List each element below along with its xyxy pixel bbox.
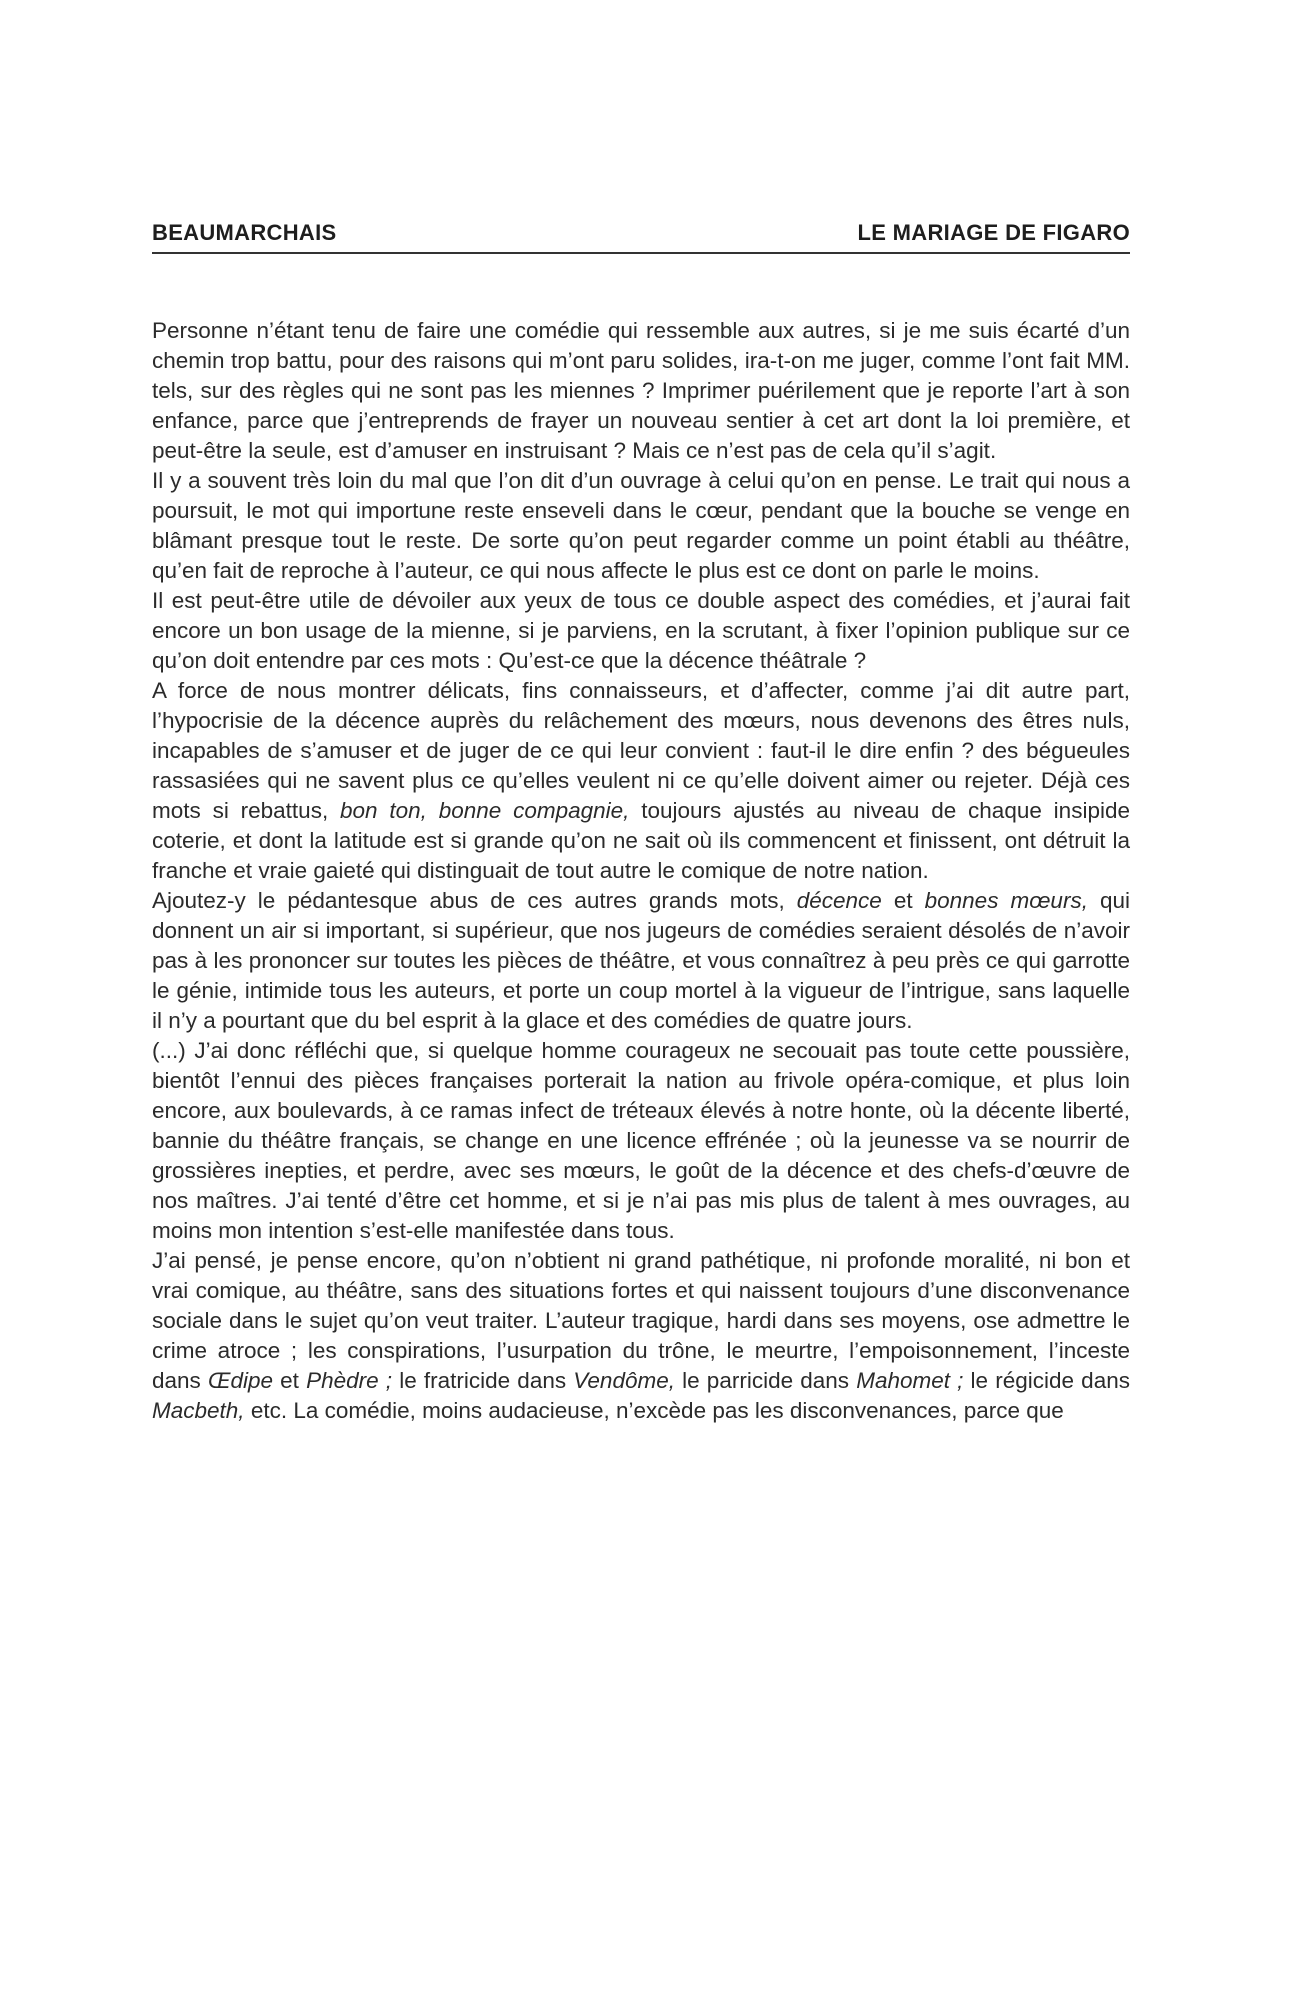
paragraph	[152, 676, 1130, 886]
body-text	[152, 316, 1130, 1426]
italic-text: Phèdre ;	[306, 1368, 393, 1393]
italic-text: Œdipe	[207, 1368, 273, 1393]
paragraph-text: A force de nous montrer délicats, fins connaisseurs, et d’affecter, comme j’ai dit autre part, l’hypocrisie de la décence auprès du relâchement des mœurs, nous devenons des êtres nuls, incapables de s’amuser et de juger de ce qui leur convient : faut-il le dire enfin ? des bégueules rassasiées qui ne savent plus ce qu’elles veulent ni ce qu’elle doivent aimer ou rejeter. Déjà ces mots si rebattus,	[152, 678, 1130, 823]
paragraph	[152, 1246, 1130, 1426]
paragraph-text: le régicide dans	[963, 1368, 1130, 1393]
paragraph-text: (...) J’ai donc réfléchi que, si quelque homme courageux ne secouait pas toute cette poussière, bientôt l’ennui des pièces françaises porterait la nation au frivole opéra-comique, et plus loin encore, aux boulevards, à ce ramas infect de tréteaux élevés à notre honte, où la décente liberté, bannie du théâtre français, se change en une licence effrénée ; où la jeunesse va se nourrir de grossières inepties, et perdre, avec ses mœurs, le goût de la décence et des chefs-d’œuvre de nos maîtres. J’ai tenté d’être cet homme, et si je n’ai pas mis plus de talent à mes ouvrages, au moins mon intention s’est-elle manifestée dans tous.	[152, 1038, 1130, 1243]
italic-text: Mahomet ;	[856, 1368, 964, 1393]
paragraph-text: Il est peut-être utile de dévoiler aux yeux de tous ce double aspect des comédies, et j’aurai fait encore un bon usage de la mienne, si je parviens, en la scrutant, à fixer l’opinion publique sur ce qu’on doit entendre par ces mots : Qu’est-ce que la décence théâtrale ?	[152, 588, 1130, 673]
italic-text: décence	[796, 888, 882, 913]
italic-text: bonnes mœurs,	[924, 888, 1088, 913]
italic-text: Vendôme,	[573, 1368, 675, 1393]
paragraph	[152, 586, 1130, 676]
paragraph-text: Personne n’étant tenu de faire une comédie qui ressemble aux autres, si je me suis écarté d’un chemin trop battu, pour des raisons qui m’ont paru solides, ira-t-on me juger, comme l’ont fait MM. tels, sur des règles qui ne sont pas les miennes ? Imprimer puérilement que je reporte l’art à son enfance, parce que j’entreprends de frayer un nouveau sentier à cet art dont la loi première, et peut-être la seule, est d’amuser en instruisant ? Mais ce n’est pas de cela qu’il s’agit.	[152, 318, 1130, 463]
paragraph	[152, 1036, 1130, 1246]
header-author: BEAUMARCHAIS	[152, 220, 337, 245]
paragraph-text: et	[881, 888, 925, 913]
paragraph	[152, 466, 1130, 586]
paragraph-text: Ajoutez-y le pédantesque abus de ces autres grands mots,	[152, 888, 797, 913]
paragraph-text: le fratricide dans	[392, 1368, 574, 1393]
paragraph-text: J’ai pensé, je pense encore, qu’on n’obtient ni grand pathétique, ni profonde moralité, ni bon et vrai comique, au théâtre, sans des situations fortes et qui naissent toujours d’une disconvenance sociale dans le sujet qu’on veut traiter. L’auteur tragique, hardi dans ses moyens, ose admettre le crime atroce ; les conspirations, l’usurpation du trône, le meurtre, l’empoisonnement, l’inceste dans	[152, 1248, 1130, 1393]
header-title: LE MARIAGE DE FIGARO	[857, 220, 1130, 245]
running-header	[152, 220, 1130, 254]
paragraph	[152, 316, 1130, 466]
italic-text: Macbeth,	[152, 1398, 245, 1423]
paragraph-text: qui donnent un air si important, si supérieur, que nos jugeurs de comédies seraient désolés de n’avoir pas à les prononcer sur toutes les pièces de théâtre, et vous connaîtrez à peu près ce qui garrotte le génie, intimide tous les auteurs, et porte un coup mortel à la vigueur de l’intrigue, sans laquelle il n’y a pourtant que du bel esprit à la glace et des comédies de quatre jours.	[152, 888, 1130, 1033]
paragraph-text: etc. La comédie, moins audacieuse, n’excède pas les disconvenances, parce que	[244, 1398, 1064, 1423]
italic-text: bon ton, bonne compagnie,	[340, 798, 630, 823]
paragraph-text: le parricide dans	[674, 1368, 857, 1393]
document-page	[152, 220, 1130, 1426]
paragraph-text: et	[273, 1368, 307, 1393]
paragraph	[152, 886, 1130, 1036]
paragraph-text: toujours ajustés au niveau de chaque insipide coterie, et dont la latitude est si grande qu’on ne sait où ils commencent et finissent, ont détruit la franche et vraie gaieté qui distinguait de tout autre le comique de notre nation.	[152, 798, 1130, 883]
paragraph-text: Il y a souvent très loin du mal que l’on dit d’un ouvrage à celui qu’on en pense. Le trait qui nous a poursuit, le mot qui importune reste enseveli dans le cœur, pendant que la bouche se venge en blâmant presque tout le reste. De sorte qu’on peut regarder comme un point établi au théâtre, qu’en fait de reproche à l’auteur, ce qui nous affecte le plus est ce dont on parle le moins.	[152, 468, 1130, 583]
